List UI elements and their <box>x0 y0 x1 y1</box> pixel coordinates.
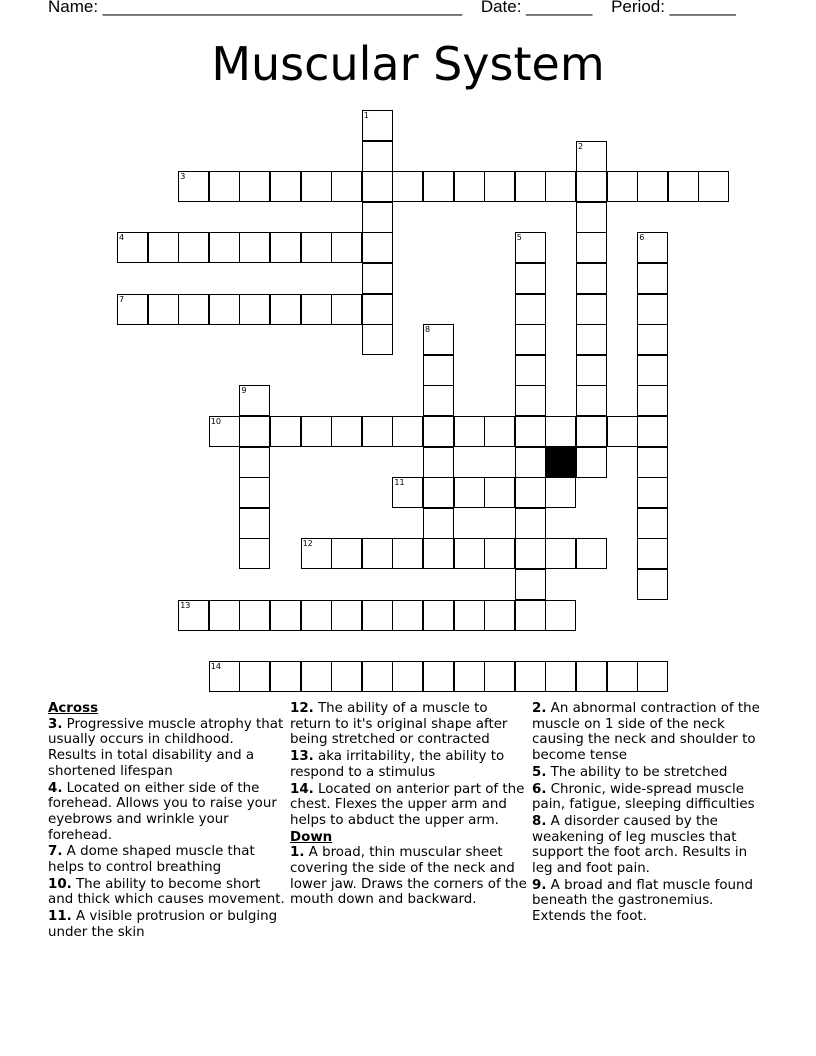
grid-cell[interactable] <box>117 294 148 325</box>
grid-cell[interactable] <box>270 294 301 325</box>
grid-cell[interactable] <box>484 416 515 447</box>
grid-cell[interactable] <box>362 141 393 172</box>
grid-cell[interactable] <box>239 477 270 508</box>
grid-cell[interactable] <box>209 294 240 325</box>
grid-cell[interactable] <box>362 232 393 263</box>
clue <box>532 701 770 764</box>
grid-cell[interactable] <box>515 263 546 294</box>
grid-cell[interactable] <box>484 171 515 202</box>
page-title: Muscular System <box>211 37 605 91</box>
grid-cell[interactable] <box>423 324 454 355</box>
grid-cell[interactable] <box>454 538 485 569</box>
grid-cell[interactable] <box>362 324 393 355</box>
grid-cell[interactable] <box>515 538 546 569</box>
grid-cell[interactable] <box>301 538 332 569</box>
grid-cell[interactable] <box>515 447 546 478</box>
clue <box>290 749 528 780</box>
grid-cell[interactable] <box>515 232 546 263</box>
grid-cell[interactable] <box>515 355 546 386</box>
clue-number: 5 <box>516 233 522 243</box>
grid-cell[interactable] <box>178 600 209 631</box>
grid-cell[interactable] <box>576 385 607 416</box>
grid-cell[interactable] <box>148 232 179 263</box>
grid-cell[interactable] <box>454 171 485 202</box>
grid-cell[interactable] <box>637 569 668 600</box>
clue-number: 1 <box>363 111 369 120</box>
grid-cell[interactable] <box>607 171 638 202</box>
grid-cell[interactable] <box>637 171 668 202</box>
grid-cell[interactable] <box>637 416 668 447</box>
grid-cell[interactable] <box>637 385 668 416</box>
clue-text: An abnormal contraction of the muscle on 1 side of the neck causing the neck and shoulder to become tense <box>532 701 760 764</box>
grid-cell[interactable] <box>239 294 270 325</box>
period-field[interactable]: Period: _______ <box>611 0 736 16</box>
clue-text: aka irritability, the ability to respond to a stimulus <box>290 749 505 780</box>
grid-cell[interactable] <box>331 538 362 569</box>
clue-number: 7. <box>48 844 63 860</box>
grid-cell[interactable] <box>576 232 607 263</box>
grid-cell[interactable] <box>270 600 301 631</box>
grid-cell[interactable] <box>301 232 332 263</box>
grid-cell[interactable] <box>484 477 515 508</box>
grid-cell[interactable] <box>423 477 454 508</box>
clue <box>48 717 286 780</box>
grid-cell[interactable] <box>515 600 546 631</box>
clue-number: 3 <box>180 172 186 182</box>
grid-cell[interactable] <box>392 538 423 569</box>
grid-cell[interactable] <box>545 538 576 569</box>
clue-text: Chronic, wide-spread muscle pain, fatigue, sleeping difficulties <box>532 781 755 813</box>
clue-number: 4. <box>48 780 63 796</box>
grid-cell[interactable] <box>239 661 270 692</box>
grid-cell[interactable] <box>239 508 270 539</box>
grid-cell[interactable] <box>454 661 485 692</box>
grid-cell[interactable] <box>362 416 393 447</box>
grid-cell[interactable] <box>637 477 668 508</box>
grid-cell[interactable] <box>423 508 454 539</box>
down-heading: Down <box>290 829 333 845</box>
clue-number: 14 <box>210 661 221 671</box>
grid-cell[interactable] <box>270 416 301 447</box>
across-clues-list-cont <box>290 701 528 829</box>
clue <box>532 814 770 877</box>
grid-cell[interactable] <box>239 232 270 263</box>
grid-cell[interactable] <box>515 569 546 600</box>
grid-cell[interactable] <box>239 447 270 478</box>
grid-cell[interactable] <box>117 232 148 263</box>
grid-cell[interactable] <box>270 232 301 263</box>
clue-number: 2. <box>532 701 547 716</box>
grid-cell[interactable] <box>331 600 362 631</box>
grid-cell[interactable] <box>637 355 668 386</box>
grid-cell[interactable] <box>637 538 668 569</box>
clue-text: Located on either side of the forehead. Allows you to raise your eyebrows and wrinkle your forehead. <box>48 780 277 843</box>
grid-cell[interactable] <box>545 477 576 508</box>
clue-number: 8. <box>532 813 547 829</box>
clue-text: Located on anterior part of the chest. Flexes the upper arm and helps to abduct the upper arm. <box>290 781 525 828</box>
grid-cell[interactable] <box>301 171 332 202</box>
clue-text: The ability to become short and thick which causes movement. <box>48 876 285 908</box>
clue <box>48 844 286 875</box>
clue-number: 9 <box>241 386 247 396</box>
grid-cell[interactable] <box>576 661 607 692</box>
grid-cell[interactable] <box>576 324 607 355</box>
clue-number: 11 <box>394 478 405 488</box>
name-field[interactable]: Name: ______________________________________ <box>48 0 463 16</box>
clue-number: 8 <box>425 325 431 335</box>
clue-text: The ability to be stretched <box>546 764 728 780</box>
grid-cell[interactable] <box>576 141 607 172</box>
grid-cell[interactable] <box>209 171 240 202</box>
clue-number: 13. <box>290 749 314 765</box>
clue-number: 5. <box>532 764 547 780</box>
clue-number: 4 <box>119 233 125 243</box>
down-clues-list-cont <box>532 701 770 925</box>
grid-cell[interactable] <box>637 661 668 692</box>
grid-cell[interactable] <box>484 661 515 692</box>
grid-cell[interactable] <box>178 294 209 325</box>
grid-cell[interactable] <box>423 538 454 569</box>
clue <box>290 782 528 829</box>
grid-cell[interactable] <box>576 294 607 325</box>
grid-cell[interactable] <box>423 171 454 202</box>
grid-cell[interactable] <box>301 294 332 325</box>
clue <box>48 781 286 844</box>
grid-cell[interactable] <box>392 171 423 202</box>
clue <box>532 782 770 813</box>
down-clues-list <box>290 845 528 908</box>
grid-cell[interactable] <box>239 171 270 202</box>
grid-cell[interactable] <box>392 416 423 447</box>
grid-cell[interactable] <box>209 416 240 447</box>
clue-number: 6 <box>639 233 645 243</box>
grid-cell[interactable] <box>148 294 179 325</box>
clue-number: 1. <box>290 845 305 861</box>
grid-cell[interactable] <box>576 171 607 202</box>
grid-cell[interactable] <box>362 263 393 294</box>
grid-cell[interactable] <box>576 538 607 569</box>
grid-cell[interactable] <box>392 600 423 631</box>
grid-cell[interactable] <box>668 171 699 202</box>
grid-cell[interactable] <box>515 661 546 692</box>
grid-cell[interactable] <box>515 508 546 539</box>
grid-cell[interactable] <box>545 171 576 202</box>
grid-cell[interactable] <box>637 232 668 263</box>
grid-cell[interactable] <box>331 416 362 447</box>
clue <box>532 765 770 781</box>
clue-text: A broad, thin muscular sheet covering the side of the neck and lower jaw. Draws the corners of the mouth down and backward. <box>290 845 527 908</box>
clue-number: 3. <box>48 716 63 732</box>
grid-cell[interactable] <box>239 416 270 447</box>
grid-cell[interactable] <box>301 661 332 692</box>
grid-cell[interactable] <box>576 355 607 386</box>
grid-cell[interactable] <box>607 416 638 447</box>
clue-text: A broad and flat muscle found beneath the gastronemius. Extends the foot. <box>532 877 754 925</box>
grid-cell[interactable] <box>484 600 515 631</box>
grid-cell[interactable] <box>637 263 668 294</box>
black-cell <box>545 447 576 478</box>
grid-cell[interactable] <box>362 294 393 325</box>
clue-number: 9. <box>532 877 547 893</box>
grid-cell[interactable] <box>637 324 668 355</box>
grid-cell[interactable] <box>392 477 423 508</box>
grid-cell[interactable] <box>637 447 668 478</box>
clue-text: The ability of a muscle to return to it's original shape after being stretched or contracted <box>290 701 508 748</box>
grid-cell[interactable] <box>270 661 301 692</box>
grid-cell[interactable] <box>607 661 638 692</box>
grid-cell[interactable] <box>423 355 454 386</box>
grid-cell[interactable] <box>362 600 393 631</box>
clue-number: 10 <box>210 417 221 426</box>
grid-cell[interactable] <box>484 538 515 569</box>
clue <box>48 909 286 940</box>
grid-cell[interactable] <box>331 661 362 692</box>
grid-cell[interactable] <box>362 538 393 569</box>
clue-number: 7 <box>119 294 125 304</box>
clue-number: 12. <box>290 701 314 716</box>
grid-cell[interactable] <box>239 385 270 416</box>
grid-cell[interactable] <box>515 324 546 355</box>
clue-number: 13 <box>180 600 191 610</box>
clue-text: Progressive muscle atrophy that usually occurs in childhood. Results in total disability and a shortened lifespan <box>48 716 284 779</box>
clue-number: 6. <box>532 781 547 797</box>
grid-cell[interactable] <box>209 600 240 631</box>
grid-cell[interactable] <box>178 171 209 202</box>
grid-cell[interactable] <box>362 110 393 141</box>
clue-text: A dome shaped muscle that helps to control breathing <box>48 844 255 876</box>
grid-cell[interactable] <box>301 416 332 447</box>
clue <box>290 701 528 748</box>
grid-cell[interactable] <box>545 661 576 692</box>
clue-number: 10. <box>48 876 72 892</box>
grid-cell[interactable] <box>270 171 301 202</box>
grid-cell[interactable] <box>515 477 546 508</box>
grid-cell[interactable] <box>515 416 546 447</box>
clues-column-1 <box>48 701 286 942</box>
grid-cell[interactable] <box>454 477 485 508</box>
grid-cell[interactable] <box>239 600 270 631</box>
grid-cell[interactable] <box>331 171 362 202</box>
grid-cell[interactable] <box>423 600 454 631</box>
clue-text: A disorder caused by the weakening of leg muscles that support the foot arch. Results in leg and foot pain. <box>532 813 748 877</box>
grid-cell[interactable] <box>423 447 454 478</box>
grid-cell[interactable] <box>576 263 607 294</box>
grid-cell[interactable] <box>454 600 485 631</box>
grid-cell[interactable] <box>239 538 270 569</box>
grid-cell[interactable] <box>392 661 423 692</box>
grid-cell[interactable] <box>698 171 729 202</box>
grid-cell[interactable] <box>362 661 393 692</box>
clue-number: 12 <box>302 539 313 549</box>
grid-cell[interactable] <box>454 416 485 447</box>
grid-cell[interactable] <box>362 171 393 202</box>
grid-cell[interactable] <box>545 416 576 447</box>
grid-cell[interactable] <box>576 416 607 447</box>
grid-cell[interactable] <box>301 600 332 631</box>
clue-number: 14. <box>290 781 314 797</box>
grid-cell[interactable] <box>515 385 546 416</box>
grid-cell[interactable] <box>576 447 607 478</box>
grid-cell[interactable] <box>423 416 454 447</box>
clue-number: 11. <box>48 909 72 925</box>
clue <box>290 845 528 908</box>
grid-cell[interactable] <box>515 294 546 325</box>
grid-cell[interactable] <box>637 294 668 325</box>
grid-cell[interactable] <box>209 661 240 692</box>
grid-cell[interactable] <box>331 294 362 325</box>
grid-cell[interactable] <box>576 202 607 233</box>
across-heading: Across <box>48 701 99 716</box>
grid-cell[interactable] <box>545 600 576 631</box>
grid-cell[interactable] <box>331 232 362 263</box>
clues-column-2 <box>290 701 528 909</box>
grid-cell[interactable] <box>178 232 209 263</box>
grid-cell[interactable] <box>515 171 546 202</box>
grid-cell[interactable] <box>423 661 454 692</box>
clue <box>48 877 286 908</box>
grid-cell[interactable] <box>637 508 668 539</box>
clue-number: 2 <box>578 141 584 151</box>
date-field[interactable]: Date: _______ <box>480 0 593 16</box>
clues-column-3 <box>532 701 770 926</box>
across-clues-list <box>48 717 286 941</box>
clue-text: A visible protrusion or bulging under the skin <box>48 909 278 940</box>
grid-cell[interactable] <box>362 202 393 233</box>
clue <box>532 878 770 925</box>
grid-cell[interactable] <box>209 232 240 263</box>
grid-cell[interactable] <box>423 385 454 416</box>
